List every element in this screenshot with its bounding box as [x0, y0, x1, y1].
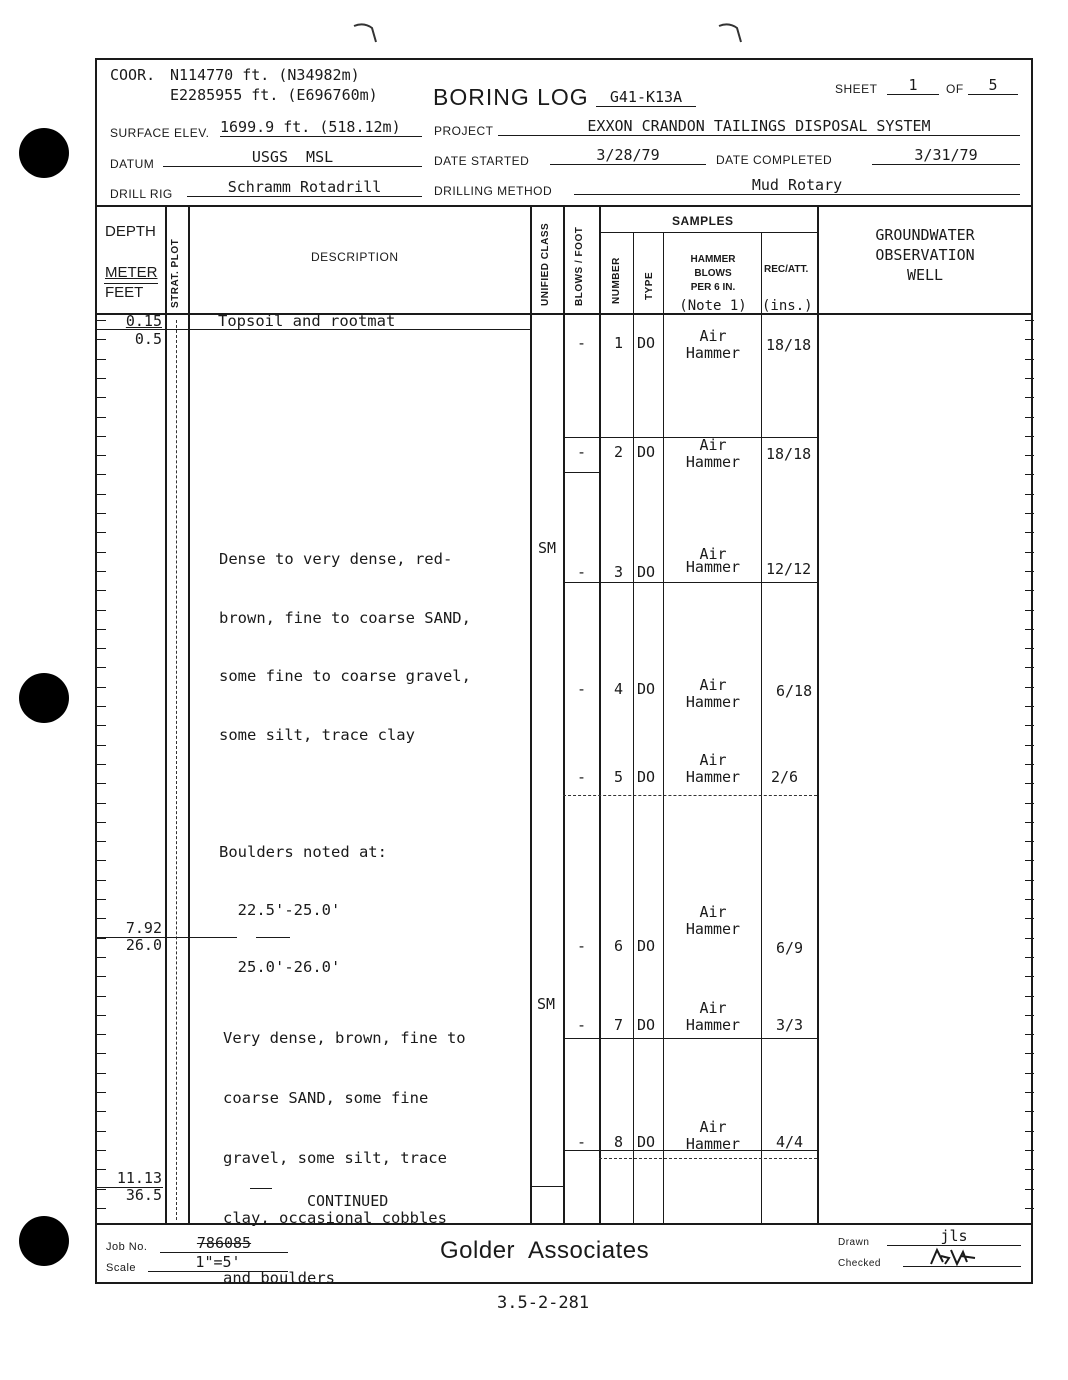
sample-number: 6 — [614, 937, 624, 955]
sample-hammer-line: Hammer — [685, 344, 741, 362]
depth-tick — [97, 1034, 106, 1035]
stratum-2-line: some fine to coarse gravel, — [219, 667, 471, 685]
datum-label: DATUM — [110, 157, 155, 171]
depth-tick — [1025, 687, 1034, 688]
col-blows-foot: BLOWS / FOOT — [574, 226, 585, 306]
col-groundwater-2: OBSERVATION — [875, 246, 975, 264]
footer-divider — [95, 1223, 1033, 1225]
depth-tick — [97, 783, 106, 784]
col-line-unified — [563, 205, 565, 1223]
depth-tick — [97, 359, 106, 360]
row-line-2 — [563, 472, 599, 473]
sample-blows: - — [577, 1016, 587, 1034]
sample-rec: 18/18 — [766, 445, 812, 463]
sample-hammer-line: Hammer — [685, 920, 741, 938]
stratum-4-line: clay, occasional cobbles — [223, 1209, 447, 1227]
depth-tick — [1025, 474, 1034, 475]
project-value: EXXON CRANDON TAILINGS DISPOSAL SYSTEM — [498, 117, 1020, 136]
depth-tick — [97, 1053, 106, 1054]
depth-tick — [97, 590, 106, 591]
col-line-depth — [165, 205, 167, 1223]
date-started-value: 3/28/79 — [550, 146, 706, 165]
depth-tick — [1025, 1092, 1034, 1093]
strat-plot-dashes — [176, 320, 177, 1220]
sample-rec: 4/4 — [776, 1133, 804, 1151]
depth-tick — [1025, 1034, 1034, 1035]
col-line-hammer — [761, 232, 762, 1223]
sample-type: DO — [637, 937, 656, 955]
sheet-label: SHEET — [835, 82, 878, 96]
sample-hammer — [665, 1119, 761, 1153]
depth-tick — [1025, 359, 1034, 360]
sample-type: DO — [637, 443, 656, 461]
sample-hammer — [665, 904, 761, 938]
depth-tick — [97, 436, 106, 437]
col-line-type — [663, 232, 664, 1223]
sample-hammer-line: Air — [699, 545, 727, 563]
depth-tick — [97, 1169, 106, 1170]
depth-tick — [1025, 725, 1034, 726]
depth-tick — [97, 803, 106, 804]
sample-blows: - — [577, 443, 587, 461]
sample-hammer-line: Hammer — [685, 558, 741, 576]
sample-hammer-line: Hammer — [685, 768, 741, 786]
sample-hammer — [665, 1000, 761, 1034]
binder-hole-bottom — [19, 1216, 69, 1266]
scale-value: 1"=5' — [148, 1253, 288, 1272]
depth-tick — [1025, 552, 1034, 553]
depth-tick — [1025, 860, 1034, 861]
depth-tick — [97, 532, 106, 533]
job-no-label: Job No. — [106, 1241, 148, 1253]
sample-blows: - — [577, 937, 587, 955]
sample-hammer-line: Hammer — [685, 1135, 741, 1153]
depth-tick — [1025, 667, 1034, 668]
coor-east: E2285955 ft. (E696760m) — [170, 86, 378, 104]
depth-tick — [97, 745, 106, 746]
depth-tick — [1025, 513, 1034, 514]
page-title: BORING LOG — [433, 84, 589, 110]
depth-tick — [1025, 822, 1034, 823]
sample-hammer — [665, 328, 761, 362]
depth-tick — [97, 513, 106, 514]
col-groundwater-3: WELL — [906, 266, 944, 284]
sample-type: DO — [637, 768, 656, 786]
depth-tick — [1025, 1150, 1034, 1151]
sample-hammer — [665, 437, 761, 471]
depth-tick — [97, 918, 106, 919]
depth-tick — [97, 957, 106, 958]
sample-rec: 12/12 — [766, 560, 812, 578]
sample-hammer — [665, 677, 761, 711]
col-hammer-3: PER 6 IN. — [690, 282, 736, 293]
row-line-3 — [563, 582, 817, 583]
stratum-2-line: 25.0'-26.0' — [219, 958, 341, 976]
sample-hammer — [665, 545, 761, 576]
depth-tick — [97, 474, 106, 475]
drilling-method-label: DRILLING METHOD — [434, 184, 553, 198]
col-line-description — [530, 205, 532, 1223]
depth-tick — [1025, 378, 1034, 379]
depth-tick — [1025, 1111, 1034, 1112]
sample-number: 1 — [614, 334, 624, 352]
col-strat-plot: STRAT. PLOT — [170, 238, 181, 308]
depth-tick — [97, 880, 106, 881]
page-number: 3.5-2-281 — [497, 1293, 590, 1313]
sample-number: 3 — [614, 563, 624, 581]
depth-tick — [97, 764, 106, 765]
stratum-4-line: Very dense, brown, fine to — [223, 1029, 466, 1047]
depth-tick — [97, 1111, 106, 1112]
depth-tick — [1025, 417, 1034, 418]
col-groundwater-1: GROUNDWATER — [875, 226, 975, 244]
stratum-4-line: coarse SAND, some fine — [223, 1089, 429, 1107]
depth-tick — [1025, 976, 1034, 977]
drill-rig-label: DRILL RIG — [110, 187, 173, 201]
col-number: NUMBER — [611, 257, 622, 304]
project-label: PROJECT — [434, 124, 494, 138]
sample-blows: - — [577, 680, 587, 698]
sample-hammer-line: Hammer — [685, 453, 741, 471]
depth-tick — [97, 996, 106, 997]
col-feet: FEET — [105, 284, 144, 301]
depth-tick — [97, 1189, 106, 1190]
stratum-3-boundary-dash — [256, 937, 290, 938]
depth-tick — [97, 552, 106, 553]
depth-tick — [1025, 899, 1034, 900]
col-unified-class: UNIFIED CLASS — [540, 222, 551, 306]
depth-tick — [1025, 494, 1034, 495]
depth-tick — [1025, 938, 1034, 939]
col-type: TYPE — [644, 271, 655, 300]
stratum-4-description — [223, 988, 466, 1328]
sample-rec: 6/18 — [776, 682, 813, 700]
sample-hammer-line: Air — [699, 903, 727, 921]
depth-tick — [1025, 1053, 1034, 1054]
stratum-1-bottom — [97, 329, 530, 330]
col-description: DESCRIPTION — [311, 250, 399, 264]
col-depth: DEPTH — [105, 223, 156, 240]
depth-tick — [1025, 1208, 1034, 1209]
sample-hammer-line: Air — [699, 436, 727, 454]
depth-tick — [97, 976, 106, 977]
depth-tick — [97, 667, 106, 668]
row-line-8 — [530, 1186, 563, 1187]
depth-tick — [97, 687, 106, 688]
sheet-number: 1 — [887, 76, 939, 95]
depth-tick — [1025, 339, 1034, 340]
depth-tick — [1025, 397, 1034, 398]
sample-rec: 6/9 — [776, 939, 804, 957]
depth-tick — [1025, 841, 1034, 842]
company-name: Golder Associates — [440, 1237, 650, 1264]
depth-tick — [1025, 803, 1034, 804]
row-line-4 — [563, 795, 817, 796]
row-line-5 — [563, 1038, 817, 1039]
col-hammer-2: BLOWS — [694, 268, 732, 279]
depth-tick — [1025, 436, 1034, 437]
stratum-2-line: brown, fine to coarse SAND, — [219, 608, 471, 627]
sample-number: 5 — [614, 768, 624, 786]
stratum-3-meter: 7.92 — [125, 919, 162, 937]
stratum-3-feet: 26.0 — [125, 936, 162, 954]
stratum-4-line: and boulders — [223, 1269, 335, 1287]
sample-hammer-line: Air — [699, 676, 727, 694]
sample-blows: - — [577, 563, 587, 581]
depth-tick — [1025, 1073, 1034, 1074]
depth-tick — [1025, 1169, 1034, 1170]
drill-rig-value: Schramm Rotadrill — [187, 178, 422, 197]
depth-tick — [97, 1015, 106, 1016]
checked-initials-signature — [927, 1246, 987, 1268]
depth-tick — [97, 860, 106, 861]
date-completed-value: 3/31/79 — [872, 146, 1020, 165]
job-no-value: 786085 — [160, 1234, 288, 1253]
drilling-method-value: Mud Rotary — [574, 176, 1020, 195]
col-line-rec — [817, 205, 819, 1223]
depth-tick — [97, 610, 106, 611]
depth-tick — [1025, 532, 1034, 533]
sample-type: DO — [637, 334, 656, 352]
depth-tick — [97, 397, 106, 398]
stratum-2-line: some silt, trace clay — [219, 725, 415, 744]
scale-label: Scale — [106, 1262, 137, 1274]
depth-tick — [97, 339, 106, 340]
scan-mark — [715, 20, 755, 50]
stratum-2-line — [219, 784, 471, 804]
surface-elev-value: 1699.9 ft. (518.12m) — [220, 118, 422, 137]
surface-elev-label: SURFACE ELEV. — [110, 126, 210, 140]
col-line-strat — [188, 205, 190, 1223]
col-samples: SAMPLES — [672, 214, 734, 228]
stratum-1-description: Topsoil and rootmat — [218, 312, 396, 330]
depth-tick — [97, 494, 106, 495]
scan-mark — [350, 20, 390, 50]
sample-hammer-line: Air — [699, 751, 727, 769]
col-meter: METER — [105, 264, 158, 281]
stratum-4-line: gravel, some silt, trace — [223, 1149, 447, 1167]
log-id: G41-K13A — [596, 88, 696, 107]
drawn-label: Drawn — [838, 1237, 870, 1248]
depth-tick — [1025, 880, 1034, 881]
depth-tick — [97, 378, 106, 379]
sample-rec: 2/6 — [771, 768, 799, 786]
sample-hammer — [665, 752, 761, 786]
col-line-blows — [599, 205, 601, 1223]
sample-hammer-line: Hammer — [685, 693, 741, 711]
sample-hammer-line: Air — [699, 327, 727, 345]
depth-tick — [1025, 1189, 1034, 1190]
depth-tick — [97, 1092, 106, 1093]
depth-tick — [97, 1150, 106, 1151]
depth-tick — [1025, 1131, 1034, 1132]
sample-blows: - — [577, 1133, 587, 1151]
depth-tick — [1025, 764, 1034, 765]
binder-hole-middle — [19, 673, 69, 723]
sample-rec: 3/3 — [776, 1016, 804, 1034]
col-line-number — [633, 232, 634, 1223]
stratum-1-meter: 0.15 — [125, 312, 162, 330]
sample-number: 7 — [614, 1016, 624, 1034]
depth-tick — [97, 841, 106, 842]
depth-tick — [1025, 610, 1034, 611]
date-completed-label: DATE COMPLETED — [716, 153, 833, 167]
sample-hammer-line: Air — [699, 1118, 727, 1136]
sample-hammer-line: Hammer — [685, 1016, 741, 1034]
sample-type: DO — [637, 680, 656, 698]
col-hammer-note: (Note 1) — [679, 298, 747, 314]
stratum-5-dash — [250, 1188, 272, 1189]
depth-tick — [1025, 590, 1034, 591]
depth-tick — [97, 1208, 106, 1209]
depth-tick — [1025, 996, 1034, 997]
stratum-2-line: Dense to very dense, red- — [219, 550, 453, 568]
depth-tick — [1025, 320, 1034, 321]
sample-type: DO — [637, 1133, 656, 1151]
coor-north: N114770 ft. (N34982m) — [170, 66, 360, 84]
coor-label: COOR. — [110, 66, 156, 84]
sample-number: 4 — [614, 680, 624, 698]
stratum-5-feet: 36.5 — [125, 1186, 162, 1204]
drawn-value: jls — [887, 1227, 1021, 1246]
sample-rec: 18/18 — [766, 336, 812, 354]
sheet-total: 5 — [968, 76, 1018, 95]
depth-tick — [1025, 571, 1034, 572]
depth-tick — [1025, 1015, 1034, 1016]
depth-tick — [97, 1131, 106, 1132]
depth-tick — [1025, 918, 1034, 919]
depth-tick — [1025, 629, 1034, 630]
of-label: OF — [946, 82, 964, 96]
sample-number: 8 — [614, 1133, 624, 1151]
stratum-2-line: Boulders noted at: — [219, 842, 387, 861]
sample-blows: - — [577, 768, 587, 786]
stratum-5-continued: CONTINUED — [307, 1192, 389, 1210]
depth-tick — [97, 417, 106, 418]
stratum-2-description — [219, 511, 471, 1015]
depth-tick — [97, 899, 106, 900]
date-started-label: DATE STARTED — [434, 154, 530, 168]
stratum-2-line: 22.5'-25.0' — [219, 901, 341, 919]
col-rec-units: (ins.) — [762, 298, 813, 314]
row-line-7 — [599, 1158, 817, 1159]
sample-number: 2 — [614, 443, 624, 461]
sample-type: DO — [637, 1016, 656, 1034]
stratum-4-class: SM — [537, 995, 556, 1013]
col-rec-att: REC/ATT. — [764, 264, 809, 275]
depth-tick — [97, 455, 106, 456]
depth-tick — [97, 571, 106, 572]
depth-tick — [1025, 648, 1034, 649]
sample-type: DO — [637, 563, 656, 581]
checked-label: Checked — [838, 1258, 881, 1269]
depth-tick — [1025, 706, 1034, 707]
checked-signature — [903, 1246, 1021, 1267]
depth-tick — [97, 320, 106, 321]
depth-tick — [1025, 957, 1034, 958]
sample-blows: - — [577, 334, 587, 352]
datum-value: USGS MSL — [163, 148, 422, 167]
stratum-1-feet: 0.5 — [134, 330, 162, 348]
depth-tick — [1025, 745, 1034, 746]
binder-hole-top — [19, 128, 69, 178]
stratum-2-class: SM — [538, 539, 557, 557]
depth-tick — [97, 725, 106, 726]
depth-tick — [97, 822, 106, 823]
depth-tick — [97, 1073, 106, 1074]
stratum-5-meter: 11.13 — [116, 1169, 162, 1187]
depth-tick — [1025, 455, 1034, 456]
depth-tick — [97, 648, 106, 649]
depth-tick — [1025, 783, 1034, 784]
depth-tick — [97, 706, 106, 707]
col-hammer-1: HAMMER — [690, 254, 736, 265]
depth-tick — [97, 629, 106, 630]
sample-hammer-line: Air — [699, 999, 727, 1017]
